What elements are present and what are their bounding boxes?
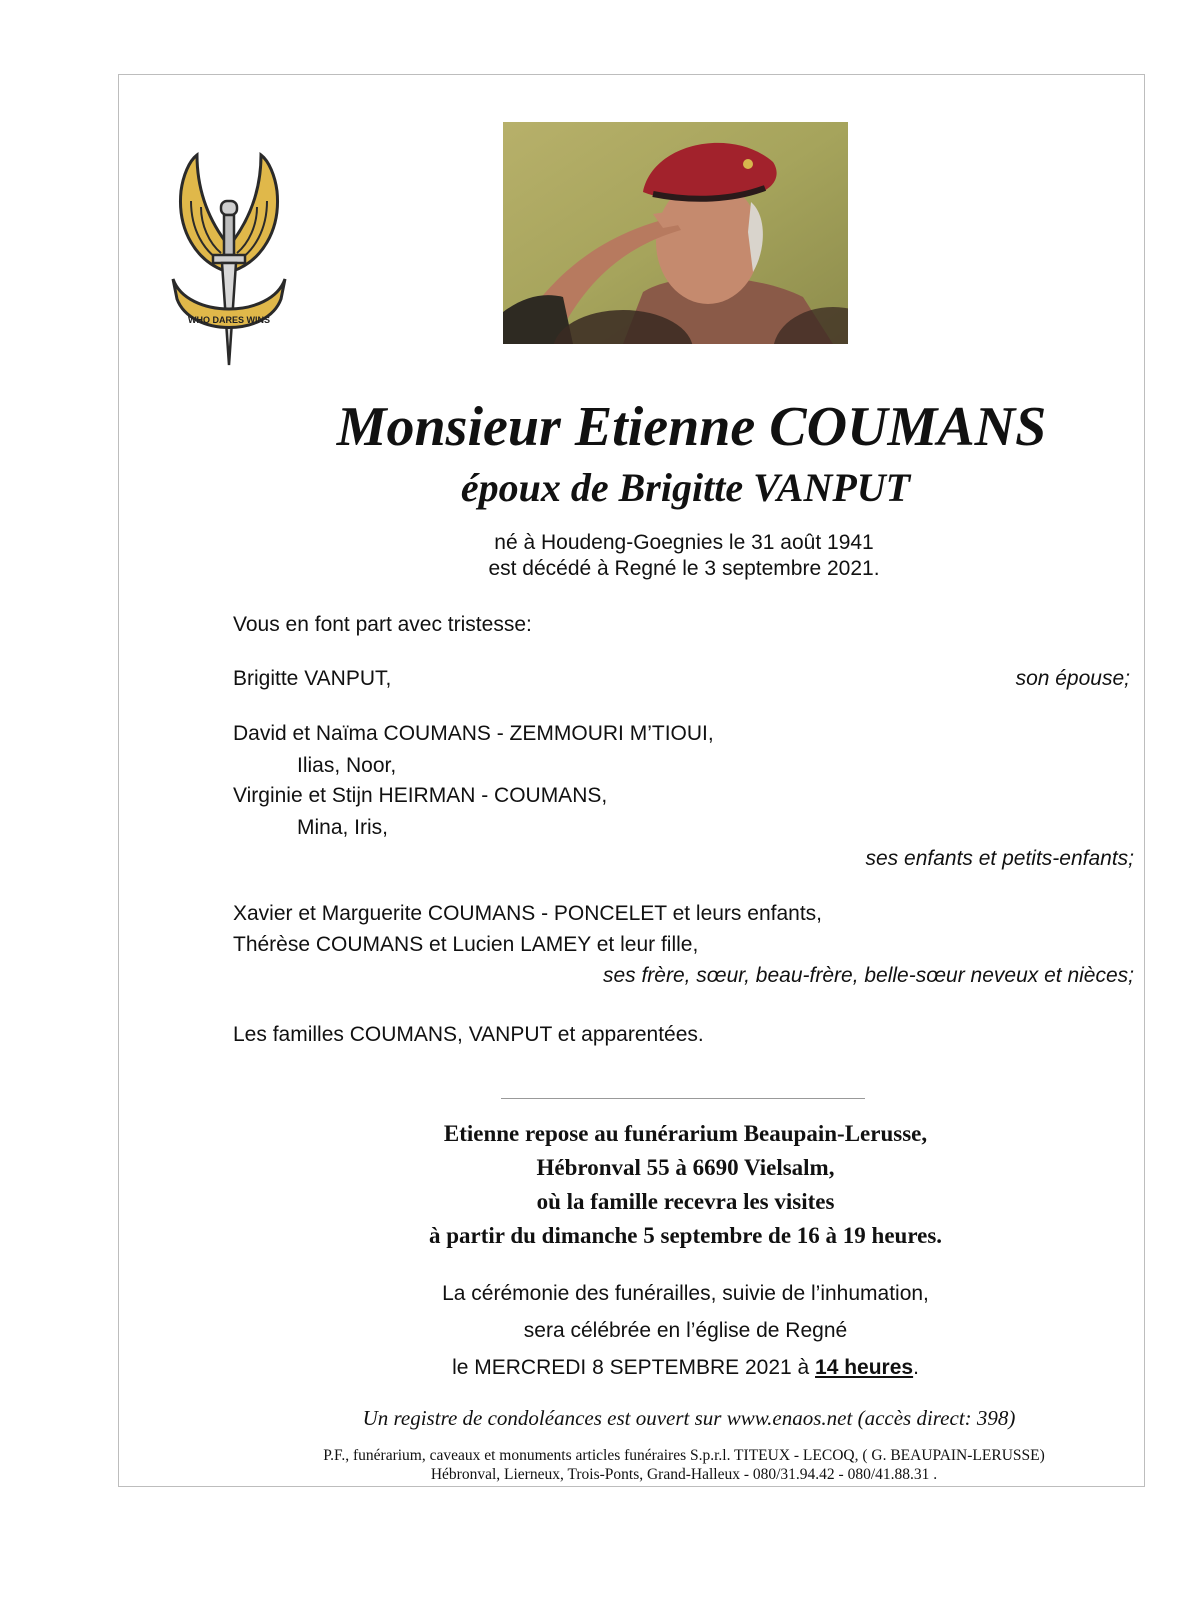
footer-line-1: P.F., funérarium, caveaux et monuments articles funéraires S.p.r.l. TITEUX - LECOQ, ( G. BEAUPAIN-LERUSSE)	[323, 1447, 1045, 1464]
visitation-block	[119, 1117, 1203, 1253]
ceremony-line-1: La cérémonie des funérailles, suivie de l’inhumation,	[442, 1282, 929, 1305]
condolence-register: Un registre de condoléances est ouvert sur www.enaos.net (accès direct: 398)	[362, 1406, 1016, 1430]
families-line: Les familles COUMANS, VANPUT et apparentées.	[233, 1023, 704, 1046]
ceremony-time: 14 heures	[815, 1356, 914, 1379]
spouse-subtitle: époux de Brigitte VANPUT	[460, 465, 911, 510]
child-2: Virginie et Stijn HEIRMAN - COUMANS,	[233, 784, 608, 807]
section-divider	[501, 1098, 865, 1099]
ceremony-line-3	[119, 1349, 1203, 1386]
child-1-grandchildren: Ilias, Noor,	[297, 754, 397, 777]
ceremony-line-2: sera célébrée en l’église de Regné	[523, 1319, 848, 1342]
svg-text:WHO DARES WINS: WHO DARES WINS	[188, 315, 270, 325]
child-2-grandchildren: Mina, Iris,	[297, 816, 389, 839]
portrait-photo	[503, 122, 848, 344]
dates-block	[399, 530, 969, 582]
obituary-page	[118, 74, 1145, 1487]
sibling-2: Thérèse COUMANS et Lucien LAMEY et leur fille,	[233, 933, 699, 956]
visitation-line-1: Etienne repose au funérarium Beaupain-Lerusse,	[443, 1121, 928, 1146]
ceremony-date: le MERCREDI 8 SEPTEMBRE 2021 à	[452, 1356, 816, 1379]
winged-dagger-emblem-icon	[167, 151, 291, 371]
visitation-line-4: à partir du dimanche 5 septembre de 16 à 19 heures.	[428, 1223, 943, 1248]
ceremony-block	[119, 1275, 1203, 1386]
intro-text: Vous en font part avec tristesse:	[233, 613, 532, 636]
footer-line-2: Hébronval, Lierneux, Trois-Ponts, Grand-Halleux - 080/31.94.42 - 080/41.88.31 .	[430, 1466, 938, 1483]
spouse-role: son épouse;	[1015, 667, 1130, 690]
sibling-1: Xavier et Marguerite COUMANS - PONCELET et leurs enfants,	[233, 902, 822, 925]
funeral-home-footer	[119, 1446, 1203, 1484]
death-line: est décédé à Regné le 3 septembre 2021.	[488, 557, 880, 580]
children-role: ses enfants et petits-enfants;	[865, 847, 1134, 870]
visitation-line-2: Hébronval 55 à 6690 Vielsalm,	[536, 1155, 835, 1180]
child-1: David et Naïma COUMANS - ZEMMOURI M’TIOUI,	[233, 722, 714, 745]
visitation-line-3: où la famille recevra les visites	[536, 1189, 835, 1214]
ceremony-period: .	[913, 1356, 919, 1379]
spouse-name: Brigitte VANPUT,	[233, 667, 392, 690]
deceased-name: Monsieur Etienne COUMANS	[336, 396, 1047, 458]
siblings-role: ses frère, sœur, beau-frère, belle-sœur neveux et nièces;	[602, 964, 1134, 987]
birth-line: né à Houdeng-Goegnies le 31 août 1941	[494, 531, 874, 554]
